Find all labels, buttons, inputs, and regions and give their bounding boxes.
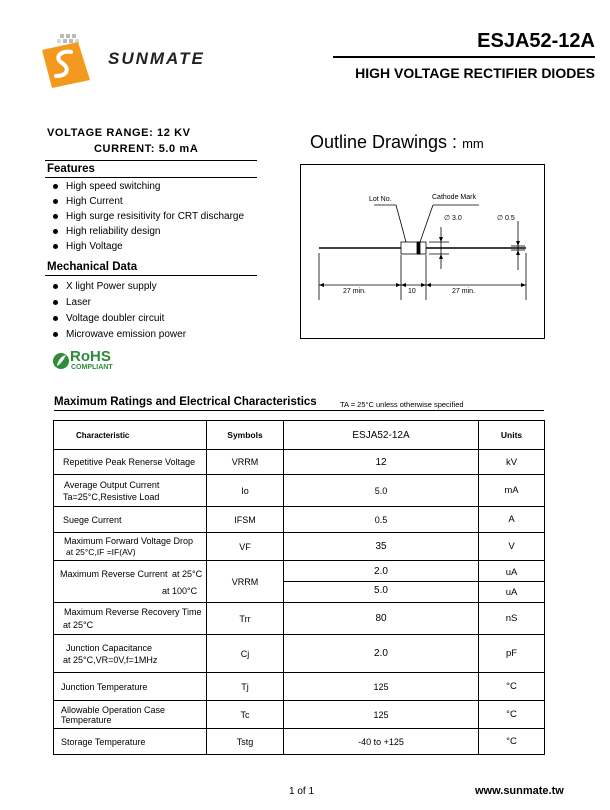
row-unit xyxy=(479,561,545,603)
row-characteristic: Suege Current xyxy=(54,507,207,533)
row-value: 5.0 xyxy=(284,475,479,507)
row-characteristic: Repetitive Peak Renerse Voltage xyxy=(54,450,207,475)
features-heading: Features xyxy=(47,163,95,175)
row-symbol: Io xyxy=(207,475,284,507)
voltage-range-value: 12 KV xyxy=(157,127,191,139)
dim-right-label: 27 min. xyxy=(452,288,475,295)
list-item: X light Power supply xyxy=(52,279,186,295)
table-row xyxy=(54,561,545,603)
table-condition: TA = 25°C unless otherwise specified xyxy=(340,400,464,409)
row-value: 2.0 xyxy=(284,635,479,673)
row-value: 125 xyxy=(284,701,479,729)
mechanical-rule xyxy=(45,275,257,276)
row-unit: kV xyxy=(479,450,545,475)
outline-title xyxy=(310,132,484,153)
dim-body-label: 10 xyxy=(408,288,416,295)
part-number: ESJA52-12A xyxy=(477,30,595,52)
row-value: 12 xyxy=(284,450,479,475)
row-symbol: Tstg xyxy=(207,729,284,755)
row-unit: V xyxy=(479,533,545,561)
list-item: High Voltage xyxy=(52,239,244,254)
row-unit: A xyxy=(479,507,545,533)
leaf-icon xyxy=(52,349,70,373)
diameter-body-label: ∅ 3.0 xyxy=(444,215,462,222)
features-rule xyxy=(45,177,257,178)
table-row xyxy=(54,475,545,507)
table-row xyxy=(54,533,545,561)
table-title-rule xyxy=(54,410,544,411)
row-unit: °C xyxy=(479,701,545,729)
row-unit: °C xyxy=(479,729,545,755)
unit-25c: uA xyxy=(505,567,518,578)
outline-label: Outline Drawings : xyxy=(310,132,463,152)
website-link[interactable]: www.sunmate.tw xyxy=(475,785,564,797)
list-item: High surge resisitivity for CRT discharge xyxy=(52,209,244,224)
row-characteristic xyxy=(54,475,207,507)
row-characteristic xyxy=(54,533,207,561)
row-symbol: IFSM xyxy=(207,507,284,533)
row-unit: pF xyxy=(479,635,545,673)
table-row xyxy=(54,635,545,673)
row-value: 0.5 xyxy=(284,507,479,533)
row-symbol: VRRM xyxy=(207,561,284,603)
list-item: High Current xyxy=(52,194,244,209)
char-line-2: at 25°C xyxy=(63,619,94,630)
rohs-badge xyxy=(52,349,132,375)
char-line-1: Maximum Forward Voltage Drop xyxy=(64,535,194,546)
current-spec xyxy=(94,143,198,155)
row-characteristic xyxy=(54,561,207,603)
current-label: CURRENT: xyxy=(94,143,156,155)
unit-divider xyxy=(479,581,544,582)
char-line-1: Average Output Current xyxy=(64,479,160,490)
mechanical-heading: Mechanical Data xyxy=(47,261,138,273)
row-unit: mA xyxy=(479,475,545,507)
table-header-row xyxy=(54,421,545,450)
voltage-range xyxy=(47,127,191,139)
char-line-1: Junction Capacitance xyxy=(66,642,153,653)
row-symbol: VRRM xyxy=(207,450,284,475)
mechanical-list xyxy=(52,279,186,343)
char-line-2: at 25°C,IF =IF(AV) xyxy=(66,546,136,557)
char-line-1: Maximum Reverse Recovery Time xyxy=(64,606,202,617)
brand-name: SUNMATE xyxy=(108,49,205,68)
list-item: High reliability design xyxy=(52,224,244,239)
table-row xyxy=(54,507,545,533)
condition-25c: at 25°C xyxy=(172,569,203,579)
voltage-range-label: VOLTAGE RANGE: xyxy=(47,127,154,139)
value-divider xyxy=(284,581,478,582)
row-value: 35 xyxy=(284,533,479,561)
value-25c: 2.0 xyxy=(374,566,388,577)
row-symbol: Tc xyxy=(207,701,284,729)
sunmate-logo xyxy=(38,30,110,92)
table-row xyxy=(54,701,545,729)
list-item: Microwave emission power xyxy=(52,327,186,343)
diameter-lead-label: ∅ 0.5 xyxy=(497,215,515,222)
diode-drawing xyxy=(301,165,544,338)
row-characteristic: Allowable Operation Case Temperature xyxy=(54,701,207,729)
char-line-1: Maximum Reverse Current xyxy=(60,569,168,579)
features-list xyxy=(52,179,244,254)
row-value: 125 xyxy=(284,673,479,701)
row-characteristic xyxy=(54,603,207,635)
header-characteristic: Characteristic xyxy=(54,421,207,450)
list-item: Voltage doubler circuit xyxy=(52,311,186,327)
char-line-2: Ta=25°C,Resistive Load xyxy=(63,491,160,502)
outline-drawing xyxy=(300,164,545,339)
row-characteristic: Storage Temperature xyxy=(54,729,207,755)
row-characteristic: Junction Temperature xyxy=(54,673,207,701)
table-row xyxy=(54,729,545,755)
cathode-mark-label: Cathode Mark xyxy=(432,194,476,201)
table-title: Maximum Ratings and Electrical Characteristics xyxy=(54,396,317,408)
table-row xyxy=(54,603,545,635)
row-symbol: Tj xyxy=(207,673,284,701)
unit-100c: uA xyxy=(505,587,518,598)
row-characteristic xyxy=(54,635,207,673)
row-symbol: Cj xyxy=(207,635,284,673)
outline-unit: mm xyxy=(462,136,484,151)
row-value: 80 xyxy=(284,603,479,635)
rohs-compliant: COMPLIANT xyxy=(71,364,113,371)
row-symbol: Trr xyxy=(207,603,284,635)
row-unit: nS xyxy=(479,603,545,635)
title-divider xyxy=(333,56,595,58)
header-symbols: Symbols xyxy=(207,421,284,450)
features-top-rule xyxy=(45,160,257,161)
table-row xyxy=(54,450,545,475)
list-item: Laser xyxy=(52,295,186,311)
value-100c: 5.0 xyxy=(374,585,388,596)
ratings-table xyxy=(53,420,545,755)
list-item: High speed switching xyxy=(52,179,244,194)
row-unit: °C xyxy=(479,673,545,701)
rohs-title: RoHS xyxy=(70,348,111,365)
lot-no-label: Lot No. xyxy=(369,196,392,203)
product-subtitle: HIGH VOLTAGE RECTIFIER DIODES xyxy=(355,65,595,81)
page-number: 1 of 1 xyxy=(289,786,315,797)
logo-pixel-pattern xyxy=(57,34,79,43)
row-symbol: VF xyxy=(207,533,284,561)
row-value: -40 to +125 xyxy=(284,729,479,755)
table-row xyxy=(54,673,545,701)
current-value: 5.0 mA xyxy=(158,143,199,155)
row-value xyxy=(284,561,479,603)
header-part: ESJA52-12A xyxy=(284,421,479,450)
condition-100c: at 100°C xyxy=(162,586,198,596)
header-units: Units xyxy=(479,421,545,450)
char-line-2: at 25°C,VR=0V,f=1MHz xyxy=(63,654,158,665)
dim-left-label: 27 min. xyxy=(343,288,366,295)
